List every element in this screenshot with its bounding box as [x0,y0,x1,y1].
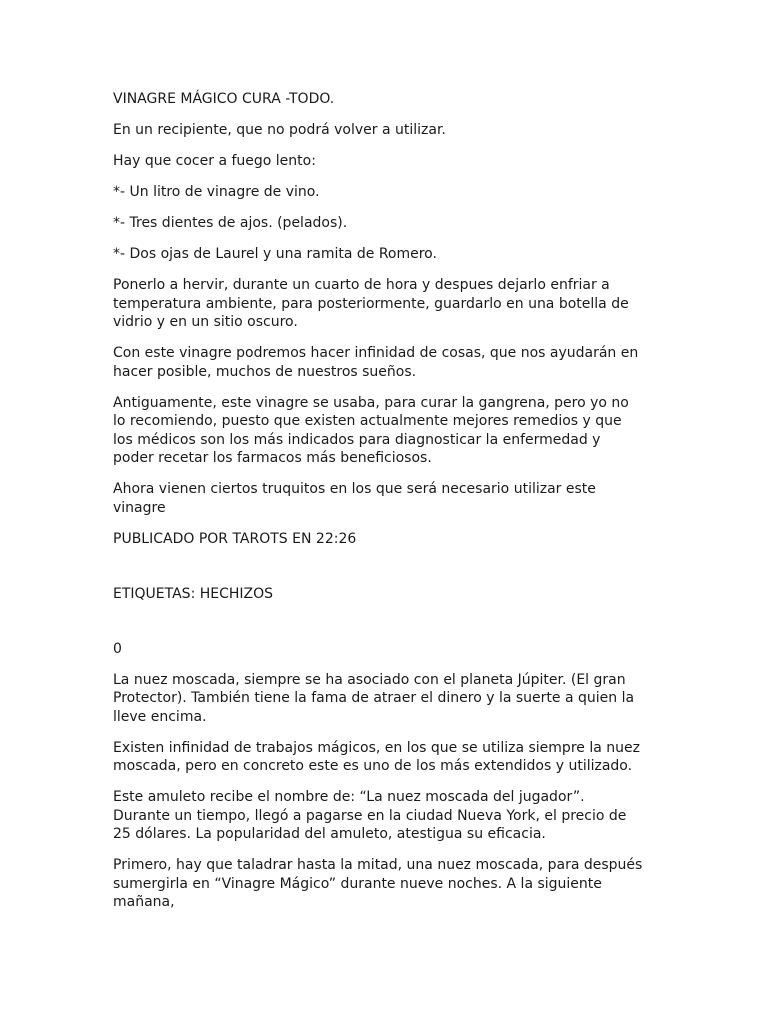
ingredient-laurel: *- Dos ojas de Laurel y una ramita de Romero. [113,246,437,262]
published-line: PUBLICADO POR TAROTS EN 22:26 [113,530,357,547]
paragraph-recipient: En un recipiente, que no podrá volver a utilizar. [113,122,446,138]
paragraph-nutmeg: La nuez moscada, siempre se ha asociado con el planeta Júpiter. (El gran Protector). También tiene la fama de atraer el dinero y la suerte a quien la lleve encima. [113,671,635,725]
tags-line: ETIQUETAS: HECHIZOS [113,585,274,602]
paragraph-cook: Hay que cocer a fuego lento: [113,153,316,169]
paragraph-history: Antiguamente, este vinagre se usaba, para curar la gangrena, pero yo no lo recomiendo, puesto que existen actualmente mejores remedios y que los médicos son los más indicados para diagnosticar la enfermedad y poder recetar los farmacos más beneficiosos. [113,394,629,466]
ingredient-garlic: *- Tres dientes de ajos. (pelados). [113,215,348,231]
document-title: VINAGRE MÁGICO CURA -TODO. [113,91,335,107]
paragraph-amulet: Este amuleto recibe el nombre de: “La nuez moscada del jugador”. Durante un tiempo, llegó a pagarse en la ciudad Nueva York, el precio de 25 dólares. La popularidad del amuleto, atestigua su eficacia. [113,789,627,842]
comment-count: 0 [113,640,122,657]
paragraph-instructions: Primero, hay que taladrar hasta la mitad, una nuez moscada, para después sumergirla en “Vinagre Mágico” durante nueve noches. A la siguiente mañana, [113,857,643,910]
ingredient-vinegar: *- Un litro de vinagre de vino. [113,184,320,200]
paragraph-boil: Ponerlo a hervir, durante un cuarto de hora y despues dejarlo enfriar a temperatura ambiente, para posteriormente, guardarlo en una botella de vidrio y en un sitio oscuro. [113,277,629,330]
paragraph-magic-works: Existen infinidad de trabajos mágicos, en los que se utiliza siempre la nuez moscada, pero en concreto este es uno de los más extendidos y utilizado. [113,739,640,774]
document-page [113,90,643,924]
paragraph-tricks: Ahora vienen ciertos truquitos en los que será necesario utilizar este vinagre [113,481,596,516]
paragraph-uses: Con este vinagre podremos hacer infinidad de cosas, que nos ayudarán en hacer posible, muchos de nuestros sueños. [113,345,639,380]
